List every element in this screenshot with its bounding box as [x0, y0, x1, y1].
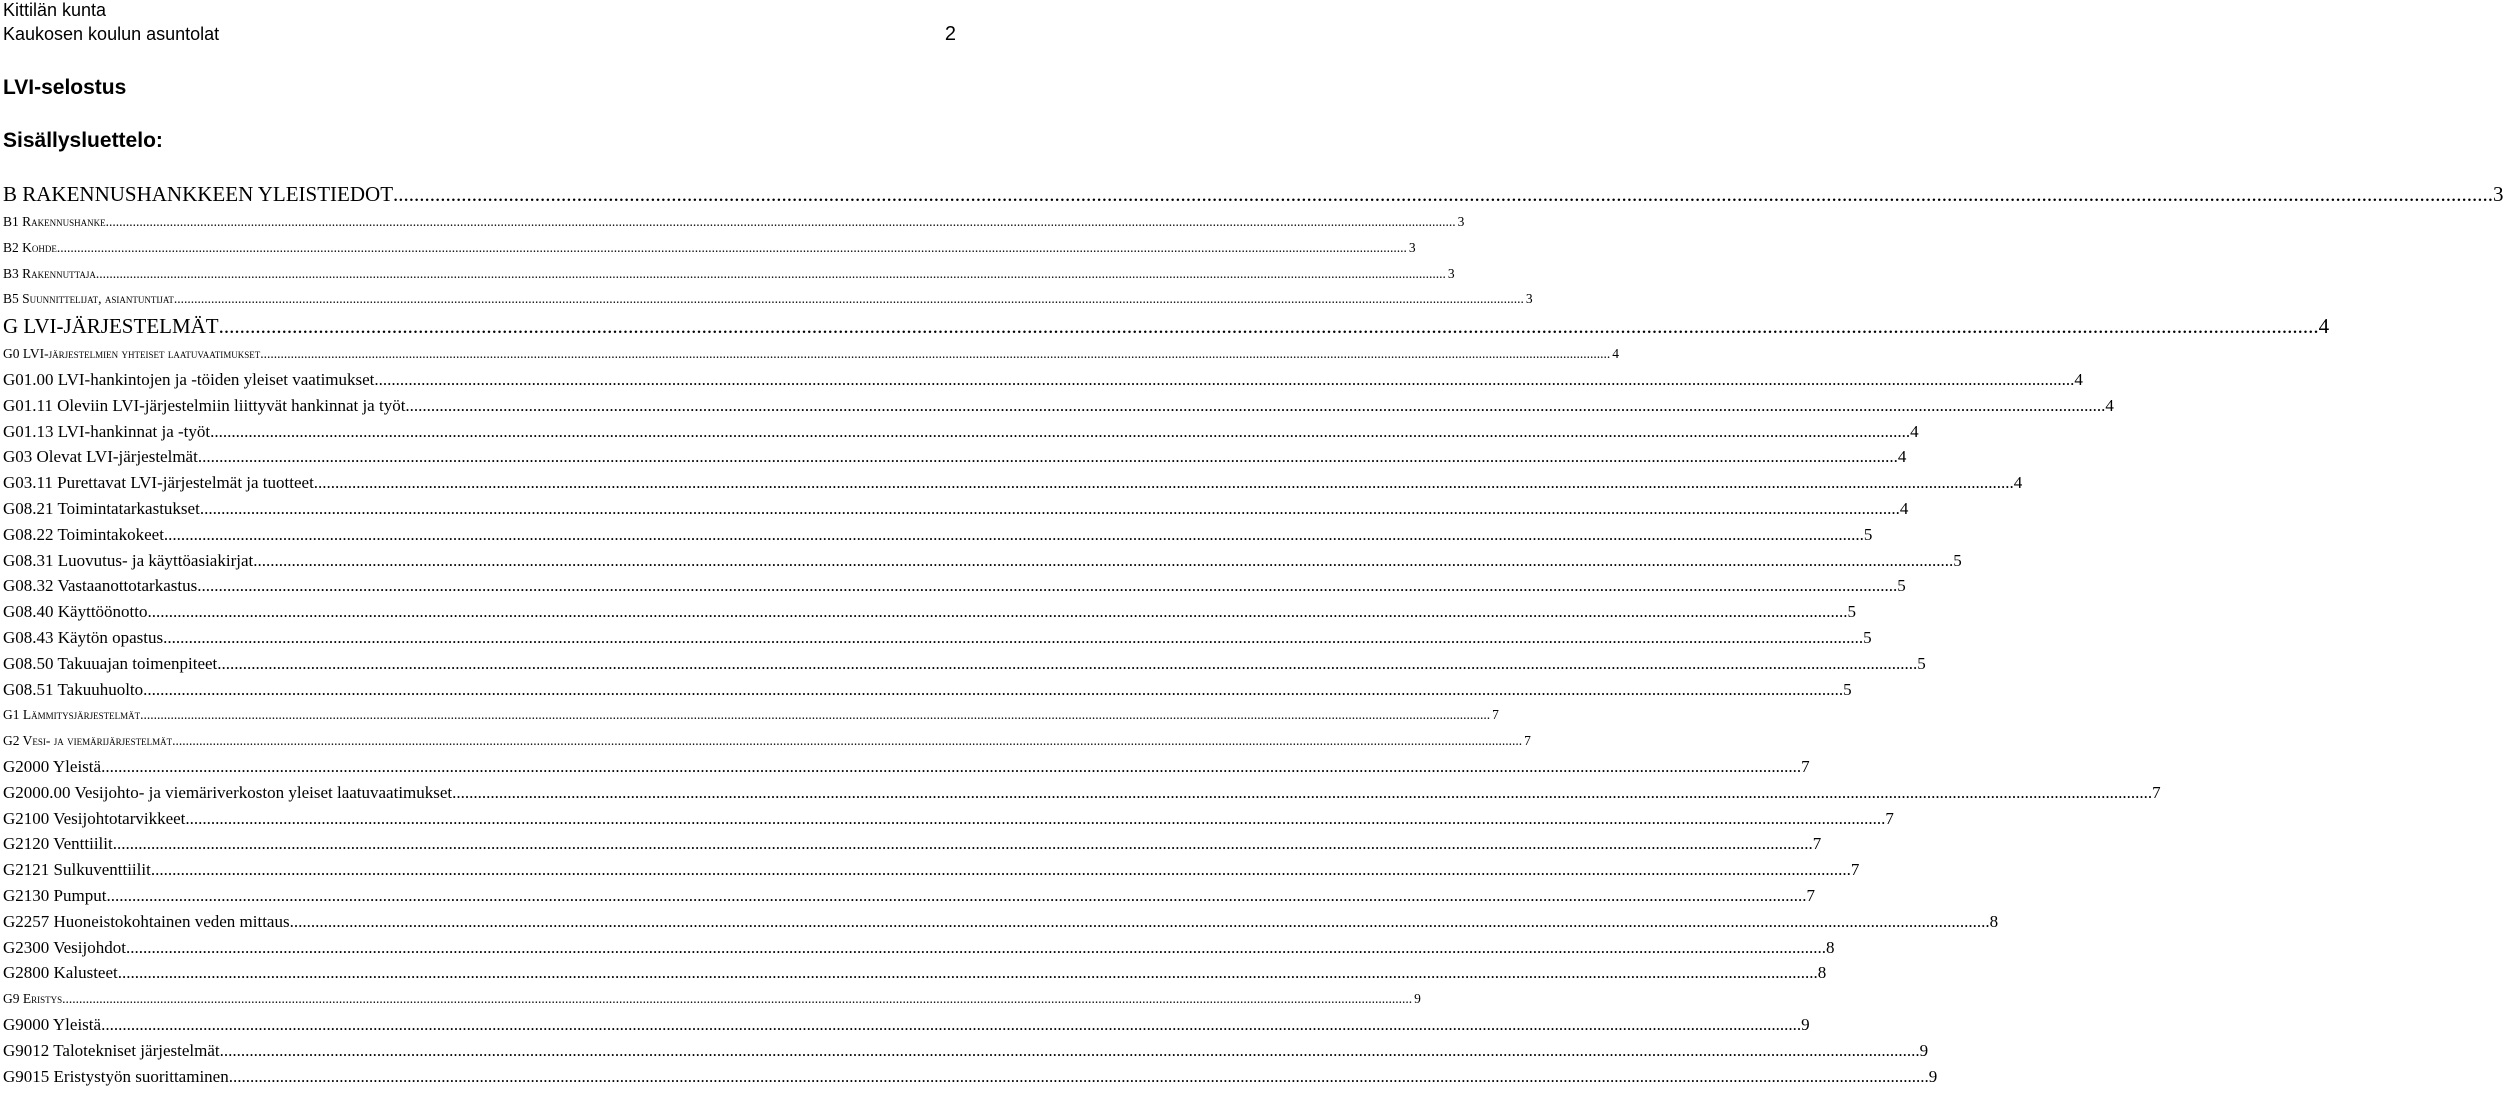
toc-entry[interactable] — [0, 599, 1856, 625]
toc-entry-page: 3 — [1525, 291, 1533, 307]
toc-entry-label: G2000.00 Vesijohto- ja viemäriverkoston yleiset laatuvaatimukset — [3, 782, 453, 802]
toc-entry-label: G2121 Sulkuventtiilit — [3, 860, 151, 880]
toc-entry-label: G08.31 Luovutus- ja käyttöasiakirjat — [3, 550, 254, 570]
toc-entry-label: G08.40 Käyttöönotto — [3, 602, 148, 622]
toc-entry[interactable] — [0, 806, 1894, 832]
toc-entry[interactable] — [0, 522, 1873, 548]
toc-leader-dots: ................................................................................................................................................................................................................................................................................................................................................................................................................ — [125, 937, 1826, 957]
toc-entry-label: G2130 Pumput — [3, 885, 107, 905]
toc-leader-dots: ................................................................................................................................................................................................................................................................................................................................................................................................................ — [197, 576, 1898, 596]
toc-leader-dots: ................................................................................................................................................................................................................................................................................................................................................................................................................ — [260, 346, 1611, 362]
toc-leader-dots: ................................................................................................................................................................................................................................................................................................................................................................................................................ — [405, 395, 2106, 415]
header-project: Kaukosen koulun asuntolat — [3, 24, 220, 44]
toc-leader-dots: ................................................................................................................................................................................................................................................................................................................................................................................................................ — [106, 885, 1807, 905]
toc-entry-label: B3 Rakennuttaja — [3, 265, 96, 281]
toc-entry-page: 7 — [1524, 733, 1531, 749]
toc-leader-dots: ................................................................................................................................................................................................................................................................................................................................................................................................................ — [253, 550, 1954, 570]
toc-entry[interactable] — [0, 419, 1919, 445]
toc-entry-label: G01.13 LVI-hankinnat ja -työt — [3, 421, 211, 441]
toc-entry-label: G2800 Kalusteet — [3, 963, 118, 983]
toc-entry-page: 7 — [1806, 885, 1815, 905]
toc-entry-page: 3 — [2493, 182, 2504, 206]
toc-entry[interactable] — [0, 728, 1531, 754]
toc-entry-label: G08.22 Toimintakokeet — [3, 524, 164, 544]
toc-entry-page: 7 — [1801, 756, 1810, 776]
toc-entry-page: 5 — [1917, 653, 1926, 673]
toc-entry[interactable] — [0, 960, 1827, 986]
toc-entry[interactable] — [0, 261, 1455, 287]
toc-entry[interactable] — [0, 754, 1810, 780]
toc-leader-dots: ................................................................................................................................................................................................................................................................................................................................................................................................................ — [210, 421, 1911, 441]
toc-entry[interactable] — [0, 831, 1822, 857]
toc-leader-dots: ................................................................................................................................................................................................................................................................................................................................................................................................................ — [172, 733, 1523, 749]
toc-entry-page: 5 — [1863, 627, 1872, 647]
toc-leader-dots: ................................................................................................................................................................................................................................................................................................................................................................................................................ — [101, 1014, 1802, 1034]
toc-entry-page: 7 — [2152, 782, 2161, 802]
toc-leader-dots: ................................................................................................................................................................................................................................................................................................................................................................................................................ — [117, 963, 1818, 983]
toc-entry[interactable] — [0, 444, 1907, 470]
toc-leader-dots: ................................................................................................................................................................................................................................................................................................................................................................................................................ — [217, 653, 1918, 673]
toc-entry-label: G1 Lämmitysjärjestelmät — [3, 707, 141, 723]
toc-leader-dots: ................................................................................................................................................................................................................................................................................................................................................................................................................ — [143, 679, 1844, 699]
toc-entry[interactable] — [0, 883, 1815, 909]
toc-leader-dots: ................................................................................................................................................................................................................................................................................................................................................................................................................ — [163, 627, 1864, 647]
toc-entry-label: G2100 Vesijohtotarvikkeet — [3, 808, 186, 828]
toc-entry-page: 4 — [1612, 346, 1619, 362]
toc-entry[interactable] — [0, 496, 1909, 522]
toc-leader-dots: ................................................................................................................................................................................................................................................................................................................................................................................................................ — [374, 369, 2075, 389]
toc-entry[interactable] — [0, 909, 1999, 935]
toc-leader-dots: ................................................................................................................................................................................................................................................................................................................................................................................................................ — [219, 1040, 1920, 1060]
toc-entry-page: 7 — [1812, 834, 1822, 854]
toc-entry-label: G03.11 Purettavat LVI-järjestelmät ja tuotteet — [3, 473, 314, 493]
toc-entry-label: G LVI-JÄRJESTELMÄT — [3, 314, 219, 339]
toc-leader-dots: ................................................................................................................................................................................................................................................................................................................................................................................................................ — [173, 291, 1524, 307]
toc-entry-page: 5 — [1843, 679, 1852, 699]
toc-entry-page: 4 — [1897, 447, 1907, 467]
toc-leader-dots: ................................................................................................................................................................................................................................................................................................................................................................................................................ — [150, 860, 1851, 880]
toc-leader-dots: ................................................................................................................................................................................................................................................................................................................................................................................................................ — [105, 214, 1456, 229]
toc-entry[interactable] — [0, 367, 2083, 393]
toc-entry[interactable] — [0, 393, 2114, 419]
toc-leader-dots: ................................................................................................................................................................................................................................................................................................................................................................................................................ — [228, 1066, 1929, 1086]
toc-entry-page: 5 — [1897, 576, 1906, 596]
toc-entry-label: G9012 Talotekniset järjestelmät — [3, 1040, 220, 1060]
toc-leader-dots: ................................................................................................................................................................................................................................................................................................................................................................................................................ — [112, 834, 1813, 854]
toc-heading: Sisällysluettelo: — [3, 129, 163, 152]
toc-entry-label: G2000 Yleistä — [3, 756, 102, 776]
toc-entry-page: 3 — [1408, 239, 1416, 255]
toc-entry[interactable] — [0, 935, 1835, 961]
toc-entry-label: G2257 Huoneistokohtainen veden mittaus — [3, 911, 290, 931]
table-of-contents — [0, 180, 2504, 1089]
toc-entry-page: 9 — [1919, 1040, 1929, 1060]
toc-entry-label: G01.11 Oleviin LVI-järjestelmiin liittyvät hankinnat ja työt — [3, 395, 406, 415]
toc-entry[interactable] — [0, 1012, 1810, 1038]
toc-leader-dots: ................................................................................................................................................................................................................................................................................................................................................................................................................ — [62, 991, 1413, 1007]
toc-entry-page: 9 — [1414, 991, 1421, 1007]
toc-entry-label: B5 Suunnittelijat, asiantuntijat — [3, 291, 174, 307]
toc-entry-label: B2 Kohde — [3, 239, 57, 255]
toc-entry-label: B1 Rakennushanke — [3, 214, 106, 229]
toc-entry[interactable] — [0, 286, 1533, 312]
toc-entry-label: G2300 Vesijohdot — [3, 937, 126, 957]
toc-leader-dots: ................................................................................................................................................................................................................................................................................................................................................................................................................ — [393, 182, 2494, 206]
toc-leader-dots: ................................................................................................................................................................................................................................................................................................................................................................................................................ — [289, 911, 1990, 931]
toc-entry-page: 8 — [1989, 911, 1999, 931]
toc-entry[interactable] — [0, 625, 1872, 651]
toc-entry[interactable] — [0, 180, 2504, 209]
toc-entry-label: G0 LVI-järjestelmien yhteiset laatuvaatimukset — [3, 346, 261, 362]
toc-entry-page: 5 — [1863, 524, 1873, 544]
toc-entry-page: 4 — [1899, 498, 1909, 518]
toc-entry-label: G08.32 Vastaanottotarkastus — [3, 576, 198, 596]
toc-entry-page: 9 — [1928, 1066, 1938, 1086]
toc-entry[interactable] — [0, 209, 1465, 235]
toc-leader-dots: ................................................................................................................................................................................................................................................................................................................................................................................................................ — [199, 498, 1900, 518]
toc-entry-page: 5 — [1953, 550, 1962, 570]
toc-entry-page: 4 — [2074, 369, 2083, 389]
toc-leader-dots: ................................................................................................................................................................................................................................................................................................................................................................................................................ — [101, 756, 1802, 776]
toc-entry-label: G08.21 Toimintatarkastukset — [3, 498, 200, 518]
toc-entry[interactable] — [0, 651, 1926, 677]
toc-entry[interactable] — [0, 1038, 1929, 1064]
toc-entry[interactable] — [0, 677, 1852, 703]
toc-leader-dots: ................................................................................................................................................................................................................................................................................................................................................................................................................ — [95, 265, 1446, 281]
toc-entry-label: G9 Eristys — [3, 991, 63, 1007]
header-municipality: Kittilän kunta — [3, 0, 107, 20]
toc-entry-page: 4 — [2318, 314, 2330, 339]
toc-entry-label: G9015 Eristystyön suorittaminen — [3, 1066, 229, 1086]
toc-entry-label: G01.00 LVI-hankintojen ja -töiden yleiset vaatimukset — [3, 369, 375, 389]
toc-entry-label: G03 Olevat LVI-järjestelmät — [3, 447, 198, 467]
page-number: 2 — [944, 23, 956, 45]
toc-entry-label: G9000 Yleistä — [3, 1014, 102, 1034]
toc-entry-label: G08.51 Takuuhuolto — [3, 679, 144, 699]
toc-entry-page: 9 — [1801, 1014, 1810, 1034]
toc-entry-page: 5 — [1847, 602, 1856, 622]
toc-entry-page: 4 — [1910, 421, 1919, 441]
toc-leader-dots: ................................................................................................................................................................................................................................................................................................................................................................................................................ — [147, 602, 1848, 622]
toc-leader-dots: ................................................................................................................................................................................................................................................................................................................................................................................................................ — [140, 707, 1491, 723]
toc-leader-dots: ................................................................................................................................................................................................................................................................................................................................................................................................................ — [56, 239, 1407, 255]
toc-entry-page: 7 — [1492, 707, 1499, 723]
toc-entry-page: 8 — [1825, 937, 1835, 957]
toc-entry-page: 4 — [2105, 395, 2114, 415]
toc-entry-page: 7 — [1850, 860, 1860, 880]
toc-entry[interactable] — [0, 1064, 1938, 1090]
toc-entry[interactable] — [0, 857, 1860, 883]
toc-entry-label: G08.50 Takuuajan toimenpiteet — [3, 653, 218, 673]
toc-entry[interactable] — [0, 470, 2023, 496]
toc-entry-page: 3 — [1447, 265, 1455, 281]
toc-entry-label: G08.43 Käytön opastus — [3, 627, 164, 647]
toc-entry[interactable] — [0, 235, 1416, 261]
toc-entry-page: 8 — [1817, 963, 1827, 983]
toc-entry[interactable] — [0, 780, 2161, 806]
toc-entry-page: 7 — [1885, 808, 1894, 828]
toc-entry[interactable] — [0, 573, 1906, 599]
toc-entry[interactable] — [0, 548, 1962, 574]
toc-entry-page: 4 — [2013, 473, 2023, 493]
toc-entry-label: G2 Vesi- ja viemärijärjestelmät — [3, 733, 173, 749]
toc-entry[interactable] — [0, 986, 1421, 1012]
document-title: LVI-selostus — [3, 76, 127, 99]
toc-leader-dots: ................................................................................................................................................................................................................................................................................................................................................................................................................ — [197, 447, 1898, 467]
toc-entry-label: G2120 Venttiilit — [3, 834, 113, 854]
toc-leader-dots: ................................................................................................................................................................................................................................................................................................................................................................................................................ — [185, 808, 1886, 828]
toc-entry-page: 3 — [1457, 214, 1465, 229]
toc-leader-dots: ................................................................................................................................................................................................................................................................................................................................................................................................................ — [452, 782, 2153, 802]
toc-entry[interactable] — [0, 702, 1499, 728]
toc-leader-dots: ................................................................................................................................................................................................................................................................................................................................................................................................................ — [218, 314, 2319, 339]
toc-leader-dots: ................................................................................................................................................................................................................................................................................................................................................................................................................ — [313, 473, 2014, 493]
toc-leader-dots: ................................................................................................................................................................................................................................................................................................................................................................................................................ — [163, 524, 1864, 544]
toc-entry-label: B RAKENNUSHANKKEEN YLEISTIEDOT — [3, 182, 394, 206]
toc-entry[interactable] — [0, 341, 1619, 367]
toc-entry[interactable] — [0, 312, 2330, 341]
